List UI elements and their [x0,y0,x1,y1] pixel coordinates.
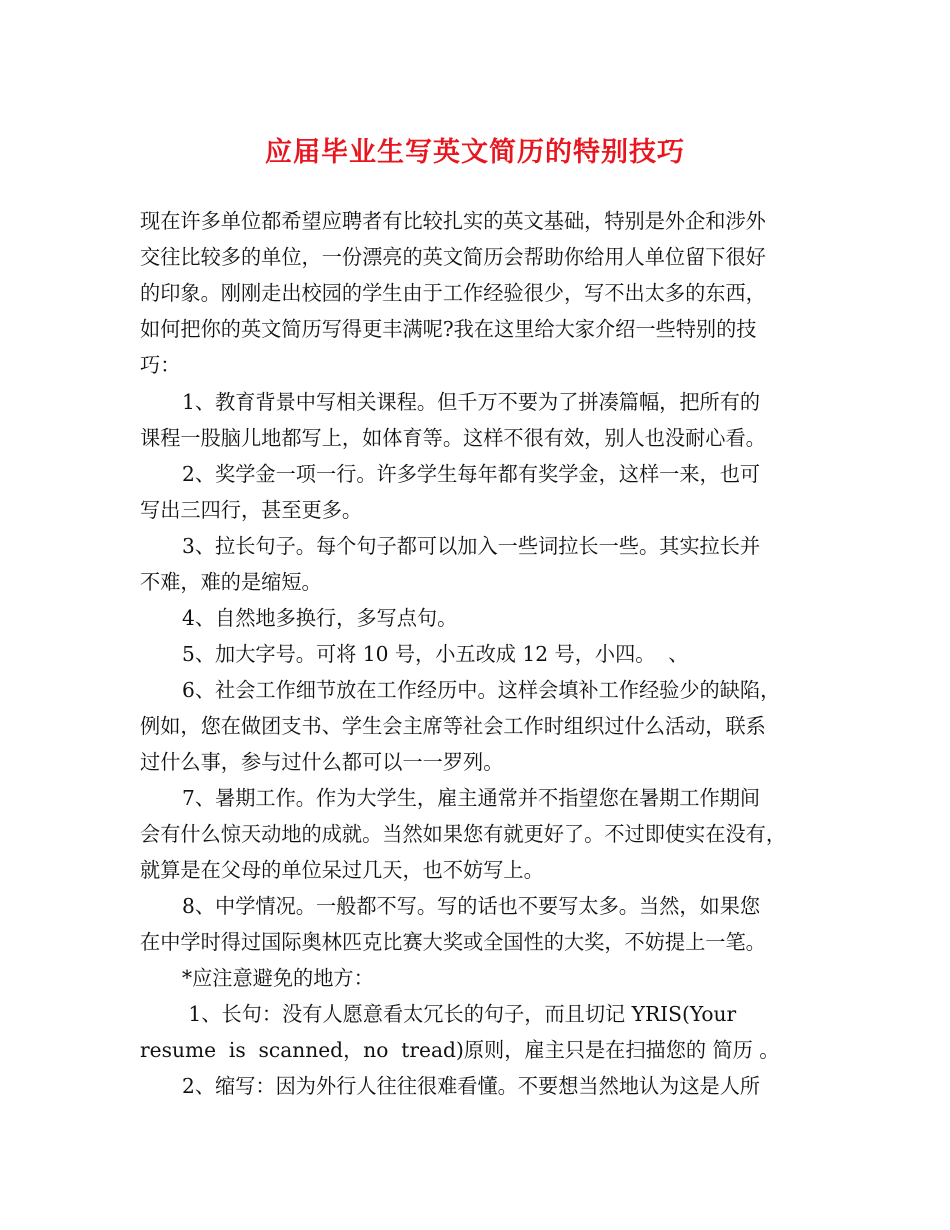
list-item-8-line: 8、中学情况。一般都不写。写的话也不要写太多。当然，如果您 [182,894,761,918]
list-item-2-line: 写出三四行，甚至更多。 [140,498,363,522]
body-line: 现在许多单位都希望应聘者有比较扎实的英文基础，特别是外企和涉外 [140,209,766,233]
list-item-3-line: 3、拉长句子。每个句子都可以加入一些词拉长一些。其实拉长并 [182,534,761,558]
body-line: 巧： [140,353,181,377]
list-item-5-line: 5、加大字号。可将 10 号，小五改成 12 号，小四。 、 [182,642,689,666]
list-item-6-line: 例如，您在做团支书、学生会主席等社会工作时组织过什么活动，联系 [140,714,766,738]
list-item-1-line: 课程一股脑儿地都写上，如体育等。这样不很有效，别人也没耐心看。 [140,426,766,450]
list-item-6-line: 过什么事，参与过什么都可以一一罗列。 [140,750,504,774]
list-item-8-line: 在中学时得过国际奥林匹克比赛大奖或全国性的大奖，不妨提上一笔。 [140,930,766,954]
avoid-item-1-line: resume is scanned，no tread)原则，雇主只是在扫描您的 简历 。 [140,1038,780,1062]
document-title: 应届毕业生写英文简历的特别技巧 [265,137,685,168]
avoid-item-1-line: 1、长句：没有人愿意看太冗长的句子，而且切记 YRIS(Your [182,1002,737,1026]
list-item-4-line: 4、自然地多换行，多写点句。 [182,606,458,630]
list-item-7-line: 就算是在父母的单位呆过几天，也不妨写上。 [140,858,544,882]
list-item-7-line: 7、暑期工作。作为大学生，雇主通常并不指望您在暑期工作期间 [182,786,761,810]
list-item-1-line: 1、教育背景中写相关课程。但千万不要为了拼凑篇幅，把所有的 [182,390,761,414]
avoid-item-2-line: 2、缩写：因为外行人往往很难看懂。不要想当然地认为这是人所 [182,1074,761,1098]
list-item-7-line: 会有什么惊天动地的成就。当然如果您有就更好了。不过即使实在没有， [140,822,787,846]
body-line: 的印象。刚刚走出校园的学生由于工作经验很少，写不出太多的东西， [140,281,766,305]
avoid-heading: *应注意避免的地方： [182,966,374,990]
body-line: 如何把你的英文简历写得更丰满呢?我在这里给大家介绍一些特别的技 [140,317,757,341]
list-item-6-line: 6、社会工作细节放在工作经历中。这样会填补工作经验少的缺陷， [182,678,781,702]
list-item-3-line: 不难，难的是缩短。 [140,570,322,594]
list-item-2-line: 2、奖学金一项一行。许多学生每年都有奖学金，这样一来，也可 [182,462,761,486]
body-line: 交往比较多的单位，一份漂亮的英文简历会帮助你给用人单位留下很好 [140,245,766,269]
